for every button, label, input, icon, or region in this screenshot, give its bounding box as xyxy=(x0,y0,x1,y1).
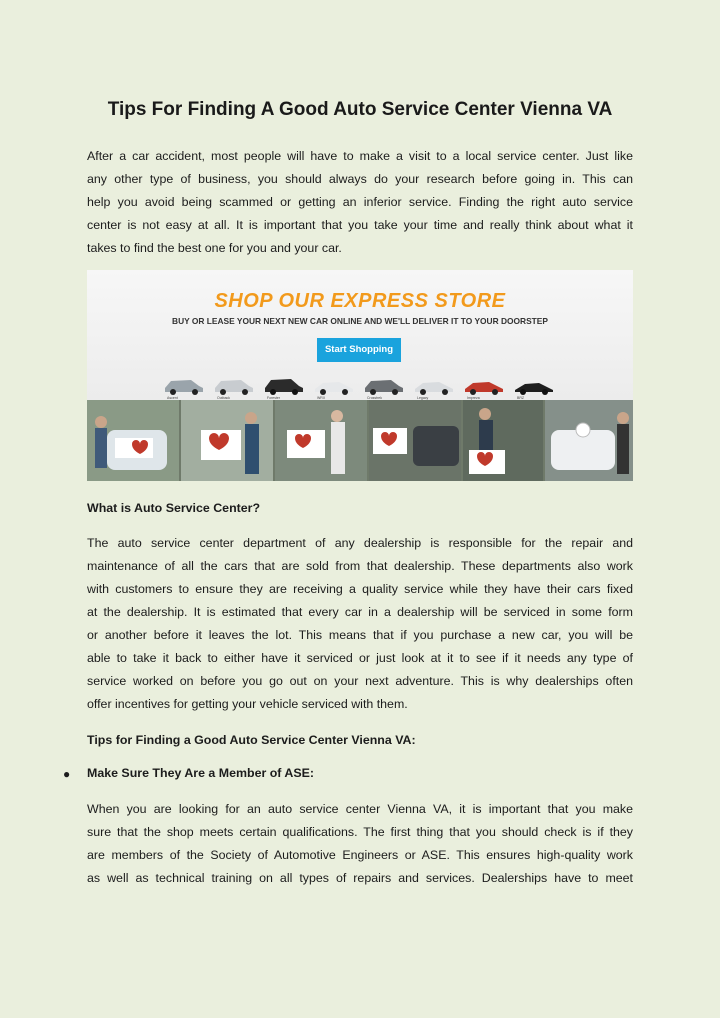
section2-line: as well as technical training on all types of repairs and services. Dealerships have to meet xyxy=(87,871,633,885)
section2-line: When you are looking for an auto service center Vienna VA, it is important that you make xyxy=(87,802,633,816)
intro-line: After a car accident, most people will have to make a visit to a local service center. Just like xyxy=(87,149,633,163)
car-icon-crosstrek xyxy=(365,380,403,400)
document-title: Tips For Finding A Good Auto Service Center Vienna VA xyxy=(107,99,613,120)
svg-text:Crosstrek: Crosstrek xyxy=(367,396,382,400)
customer-photo-strip xyxy=(87,400,633,481)
svg-text:WRX: WRX xyxy=(317,396,326,400)
svg-text:Impreza: Impreza xyxy=(467,396,480,400)
customer-photo-1 xyxy=(87,400,179,481)
section1-line: able to take it back to either have it serviced or just look at it to see if it needs any type of xyxy=(87,651,633,665)
section1-line: The auto service center department of any dealership is responsible for the repair and xyxy=(87,536,633,550)
banner-headline: SHOP OUR EXPRESS STORE xyxy=(214,290,506,312)
section1-line: offer incentives for getting your vehicle serviced with them. xyxy=(87,697,408,711)
bullet-heading-ase: Make Sure They Are a Member of ASE: xyxy=(87,766,314,780)
section-heading-what-is: What is Auto Service Center? xyxy=(87,501,261,515)
section2-line: sure that the shop meets certain qualifications. The first thing that you should check is if they xyxy=(87,825,633,839)
svg-text:Forester: Forester xyxy=(267,396,281,400)
car-icon-forester xyxy=(265,379,303,400)
car-icon-outback xyxy=(215,380,253,400)
car-icon-brz xyxy=(515,383,553,400)
section2-line: are members of the Society of Automotive Engineers or ASE. This ensures high-quality work xyxy=(87,848,633,862)
car-lineup xyxy=(161,370,561,400)
customer-photo-3 xyxy=(275,400,367,481)
intro-line: takes to find the best one for you and your car. xyxy=(87,241,342,255)
car-icon-ascent xyxy=(165,380,203,400)
svg-text:BRZ: BRZ xyxy=(517,396,524,400)
customer-photo-2 xyxy=(181,400,273,481)
car-icon-wrx xyxy=(315,382,353,400)
section1-line: maintenance of all the cars that are sold from that dealership. These departments also work xyxy=(87,559,633,573)
banner-subline: BUY OR LEASE YOUR NEXT NEW CAR ONLINE AND WE'LL DELIVER IT TO YOUR DOORSTEP xyxy=(172,316,548,326)
section1-line: service worked on before you go out on your next adventure. This is why dealerships often xyxy=(87,674,633,688)
section1-line: at the dealership. It is estimated that every car in a dealership will be serviced in some form xyxy=(87,605,633,619)
car-icon-legacy xyxy=(415,382,453,400)
svg-text:Legacy: Legacy xyxy=(417,396,429,400)
banner-header-area xyxy=(87,270,633,400)
section-heading-tips: Tips for Finding a Good Auto Service Center Vienna VA: xyxy=(87,733,416,747)
customer-photo-4 xyxy=(369,400,461,481)
start-shopping-button[interactable]: Start Shopping xyxy=(317,338,401,362)
section1-line: with customers to ensure they are receiving a quality service while they have their cars fixed xyxy=(87,582,633,596)
car-icon-impreza xyxy=(465,382,503,400)
svg-text:Ascent: Ascent xyxy=(167,396,178,400)
customer-photo-6 xyxy=(545,400,633,481)
bullet-icon: ● xyxy=(63,767,71,781)
svg-text:Outback: Outback xyxy=(217,396,231,400)
intro-line: center is not easy at all. It is important that you take your time and really think about what it xyxy=(87,218,633,232)
intro-line: help you avoid being scammed or getting an inferior service. Finding the right auto service xyxy=(87,195,633,209)
section1-line: or another before it leaves the lot. This means that if you purchase a new car, you will be xyxy=(87,628,633,642)
customer-photo-5 xyxy=(463,400,543,481)
intro-line: any other type of business, you should always do your research before going in. This can xyxy=(87,172,633,186)
express-store-banner xyxy=(87,270,633,481)
